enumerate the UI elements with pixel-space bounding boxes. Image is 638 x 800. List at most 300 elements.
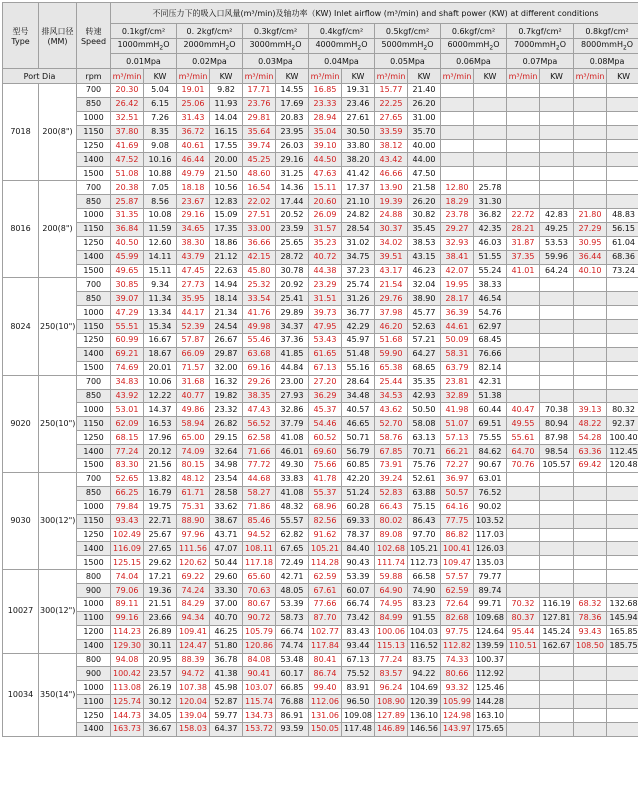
power-cell: [607, 347, 638, 361]
airflow-cell: 62.59: [309, 570, 342, 584]
power-cell: 48.83: [607, 209, 638, 223]
airflow-cell: 60.52: [309, 431, 342, 445]
power-cell: 30.78: [276, 264, 309, 278]
airflow-cell: 47.52: [111, 153, 144, 167]
airflow-cell: 51.08: [111, 167, 144, 181]
airflow-cell: 108.11: [243, 542, 276, 556]
airflow-cell: 32.89: [441, 389, 474, 403]
power-cell: 185.75: [607, 639, 638, 653]
airflow-cell: 25.32: [243, 278, 276, 292]
airflow-cell: 108.90: [375, 695, 408, 709]
airflow-cell: 34.02: [375, 236, 408, 250]
airflow-cell: 120.04: [177, 695, 210, 709]
airflow-cell: 44.68: [243, 472, 276, 486]
speed-cell: 1400: [77, 250, 111, 264]
power-cell: 74.74: [276, 639, 309, 653]
power-cell: 12.60: [144, 236, 177, 250]
airflow-cell: 41.69: [111, 139, 144, 153]
table-row: [3, 264, 638, 278]
speed-cell: 850: [77, 195, 111, 209]
airflow-cell: 36.39: [441, 306, 474, 320]
airflow-cell: 74.09: [177, 445, 210, 459]
table-row: [3, 445, 638, 459]
power-cell: 75.52: [342, 667, 375, 681]
condition-mmh2o: 4000mmH$_2$O: [309, 39, 375, 54]
power-cell: 53.53: [540, 236, 574, 250]
airflow-cell: [574, 584, 607, 598]
airflow-cell: [441, 111, 474, 125]
flow-unit-header: m³/min: [309, 69, 342, 84]
airflow-cell: [574, 709, 607, 723]
airflow-cell: [574, 542, 607, 556]
power-cell: 117.48: [342, 722, 375, 736]
airflow-cell: 12.80: [441, 181, 474, 195]
power-cell: [474, 97, 507, 111]
power-cell: 26.20: [408, 195, 441, 209]
airflow-cell: 75.66: [309, 459, 342, 473]
airflow-cell: 19.01: [177, 84, 210, 98]
speed-cell: 1250: [77, 709, 111, 723]
airflow-cell: 39.07: [111, 292, 144, 306]
airflow-cell: 40.61: [177, 139, 210, 153]
power-cell: 55.16: [342, 361, 375, 375]
airflow-cell: 53.01: [111, 403, 144, 417]
speed-cell: 800: [77, 570, 111, 584]
power-cell: 7.26: [144, 111, 177, 125]
power-cell: 23.66: [144, 611, 177, 625]
airflow-cell: [507, 695, 540, 709]
airflow-cell: 41.98: [441, 403, 474, 417]
power-cell: 26.82: [210, 417, 243, 431]
power-cell: 10.56: [210, 181, 243, 195]
power-cell: [540, 570, 574, 584]
table-row: [3, 597, 638, 611]
airflow-cell: 33.54: [243, 292, 276, 306]
power-cell: 31.26: [342, 292, 375, 306]
condition-kgf: 0.3kgf/cm²: [243, 24, 309, 39]
power-cell: 83.91: [342, 681, 375, 695]
power-cell: 82.14: [474, 361, 507, 375]
power-cell: 78.37: [342, 528, 375, 542]
power-cell: 84.62: [474, 445, 507, 459]
power-cell: 17.55: [210, 139, 243, 153]
table-row: [3, 347, 638, 361]
airflow-cell: 96.24: [375, 681, 408, 695]
airflow-cell: 40.77: [177, 389, 210, 403]
airflow-cell: 42.15: [243, 250, 276, 264]
airflow-cell: 82.56: [309, 514, 342, 528]
model-type: 10027: [3, 570, 39, 653]
power-cell: 80.32: [607, 403, 638, 417]
power-cell: 46.01: [276, 445, 309, 459]
airflow-cell: 125.15: [111, 556, 144, 570]
power-cell: 60.44: [474, 403, 507, 417]
power-cell: 18.67: [144, 347, 177, 361]
power-cell: 14.11: [144, 250, 177, 264]
airflow-cell: 40.50: [111, 236, 144, 250]
power-cell: 42.93: [408, 389, 441, 403]
power-cell: [540, 709, 574, 723]
airflow-cell: [574, 111, 607, 125]
condition-mmh2o: 3000mmH$_2$O: [243, 39, 309, 54]
power-cell: 30.11: [144, 639, 177, 653]
airflow-cell: 33.59: [375, 125, 408, 139]
airflow-cell: 47.43: [243, 403, 276, 417]
power-cell: 64.27: [408, 347, 441, 361]
power-cell: [607, 167, 638, 181]
flow-unit-header: m³/min: [177, 69, 210, 84]
power-cell: 24.54: [210, 320, 243, 334]
table-row: [3, 625, 638, 639]
airflow-cell: [574, 125, 607, 139]
airflow-cell: 58.76: [375, 431, 408, 445]
power-cell: 10.08: [144, 209, 177, 223]
airflow-cell: 41.01: [507, 264, 540, 278]
airflow-cell: [574, 97, 607, 111]
airflow-cell: 32.51: [111, 111, 144, 125]
condition-mmh2o: 2000mmH$_2$O: [177, 39, 243, 54]
power-cell: [607, 486, 638, 500]
airflow-cell: 28.94: [309, 111, 342, 125]
power-cell: 14.37: [144, 403, 177, 417]
power-cell: 21.58: [408, 181, 441, 195]
airflow-cell: 25.87: [111, 195, 144, 209]
airflow-cell: [574, 347, 607, 361]
power-unit-header: KW: [342, 69, 375, 84]
airflow-cell: 34.65: [177, 222, 210, 236]
power-cell: 32.64: [210, 445, 243, 459]
power-cell: 17.44: [276, 195, 309, 209]
airflow-cell: [507, 514, 540, 528]
power-cell: [607, 653, 638, 667]
airflow-cell: 117.18: [243, 556, 276, 570]
power-cell: [607, 667, 638, 681]
airflow-cell: 56.52: [243, 417, 276, 431]
power-cell: 8.56: [144, 195, 177, 209]
table-row: [3, 667, 638, 681]
airflow-cell: 64.90: [375, 584, 408, 598]
power-cell: 51.80: [210, 639, 243, 653]
speed-cell: 850: [77, 486, 111, 500]
table-row: [3, 417, 638, 431]
airflow-cell: [574, 292, 607, 306]
model-type: 10034: [3, 653, 39, 736]
power-cell: [540, 195, 574, 209]
power-cell: 45.98: [210, 681, 243, 695]
table-row: [3, 639, 638, 653]
table-row: [3, 472, 638, 486]
airflow-cell: 62.59: [441, 584, 474, 598]
airflow-cell: 36.44: [574, 250, 607, 264]
power-cell: 31.30: [474, 195, 507, 209]
power-cell: 64.24: [540, 264, 574, 278]
power-cell: 109.68: [474, 611, 507, 625]
condition-kgf: 0.8kgf/cm²: [574, 24, 638, 39]
power-cell: 34.98: [210, 459, 243, 473]
airflow-cell: 69.22: [177, 570, 210, 584]
airflow-cell: [574, 570, 607, 584]
airflow-cell: 66.21: [441, 445, 474, 459]
airflow-cell: 54.28: [574, 431, 607, 445]
flow-unit-header: m³/min: [507, 69, 540, 84]
table-row: [3, 514, 638, 528]
condition-mpa: 0.06Mpa: [441, 54, 507, 69]
power-cell: 38.67: [210, 514, 243, 528]
power-cell: 175.65: [474, 722, 507, 736]
airflow-cell: 58.94: [177, 417, 210, 431]
port-dia-header: Port Dia: [3, 69, 77, 84]
airflow-cell: 47.95: [309, 320, 342, 334]
power-cell: 35.70: [408, 125, 441, 139]
power-cell: 83.75: [408, 653, 441, 667]
speed-cell: 1500: [77, 556, 111, 570]
power-cell: 36.78: [210, 653, 243, 667]
airflow-cell: 37.35: [507, 250, 540, 264]
airflow-cell: 150.05: [309, 722, 342, 736]
airflow-cell: 40.47: [507, 403, 540, 417]
airflow-cell: 54.46: [309, 417, 342, 431]
power-cell: 56.15: [607, 222, 638, 236]
speed-cell: 1400: [77, 722, 111, 736]
airflow-cell: 47.29: [111, 306, 144, 320]
airflow-cell: 32.93: [441, 236, 474, 250]
power-cell: 29.15: [210, 431, 243, 445]
power-cell: 109.08: [342, 709, 375, 723]
airflow-cell: 117.84: [309, 639, 342, 653]
airflow-cell: [574, 320, 607, 334]
power-cell: 136.10: [408, 709, 441, 723]
airflow-cell: 25.06: [177, 97, 210, 111]
power-cell: 7.05: [144, 181, 177, 195]
power-cell: 32.00: [210, 361, 243, 375]
airflow-cell: 93.43: [574, 625, 607, 639]
power-cell: 49.30: [276, 459, 309, 473]
power-cell: [540, 320, 574, 334]
power-cell: 44.00: [408, 153, 441, 167]
airflow-cell: 163.73: [111, 722, 144, 736]
power-unit-header: KW: [210, 69, 243, 84]
power-cell: 33.83: [276, 472, 309, 486]
airflow-cell: [574, 667, 607, 681]
airflow-cell: 105.99: [441, 695, 474, 709]
airflow-cell: 109.47: [441, 556, 474, 570]
power-cell: 38.90: [408, 292, 441, 306]
power-cell: 117.03: [474, 528, 507, 542]
airflow-cell: 43.42: [375, 153, 408, 167]
airflow-cell: 35.04: [309, 125, 342, 139]
airflow-cell: [574, 722, 607, 736]
condition-mmh2o: 1000mmH$_2$O: [111, 39, 177, 54]
airflow-cell: 97.75: [441, 625, 474, 639]
airflow-cell: 60.99: [111, 334, 144, 348]
airflow-cell: 77.72: [243, 459, 276, 473]
airflow-cell: 105.21: [309, 542, 342, 556]
power-cell: 90.02: [474, 500, 507, 514]
airflow-cell: [507, 292, 540, 306]
power-unit-header: KW: [540, 69, 574, 84]
power-cell: 57.21: [408, 334, 441, 348]
power-cell: [540, 695, 574, 709]
airflow-cell: 30.95: [574, 236, 607, 250]
power-cell: 34.75: [342, 250, 375, 264]
airflow-cell: 31.68: [177, 375, 210, 389]
table-row: [3, 167, 638, 181]
table-row: [3, 306, 638, 320]
power-cell: 29.87: [210, 347, 243, 361]
airflow-cell: 83.30: [111, 459, 144, 473]
speed-cell: 1150: [77, 417, 111, 431]
airflow-cell: [507, 486, 540, 500]
power-cell: 34.37: [276, 320, 309, 334]
airflow-cell: 127.89: [375, 709, 408, 723]
power-cell: [540, 334, 574, 348]
airflow-cell: 112.82: [441, 639, 474, 653]
condition-kgf: 0.1kgf/cm²: [111, 24, 177, 39]
airflow-cell: 16.54: [243, 181, 276, 195]
power-cell: 100.37: [474, 653, 507, 667]
power-cell: 16.67: [144, 334, 177, 348]
condition-mpa: 0.07Mpa: [507, 54, 574, 69]
airflow-cell: 93.32: [441, 681, 474, 695]
power-cell: 20.52: [276, 209, 309, 223]
power-cell: 36.82: [474, 209, 507, 223]
power-cell: 15.11: [144, 264, 177, 278]
airflow-cell: 15.77: [375, 84, 408, 98]
speed-cell: 1250: [77, 431, 111, 445]
power-cell: 15.09: [210, 209, 243, 223]
power-cell: [607, 556, 638, 570]
port-diameter: 200(8"): [39, 181, 77, 278]
power-cell: 33.80: [342, 139, 375, 153]
speed-cell: 800: [77, 653, 111, 667]
power-cell: [607, 97, 638, 111]
speed-cell: 1100: [77, 611, 111, 625]
airflow-cell: 102.49: [111, 528, 144, 542]
power-cell: 90.67: [474, 459, 507, 473]
power-cell: 16.79: [144, 486, 177, 500]
airflow-cell: [574, 695, 607, 709]
power-cell: 28.72: [276, 250, 309, 264]
power-cell: 58.08: [408, 417, 441, 431]
condition-mpa: 0.08Mpa: [574, 54, 638, 69]
speed-cell: 1200: [77, 625, 111, 639]
power-cell: 144.28: [474, 695, 507, 709]
power-cell: 14.55: [276, 84, 309, 98]
airflow-cell: 85.46: [243, 514, 276, 528]
airflow-cell: 114.23: [111, 625, 144, 639]
airflow-cell: 89.08: [375, 528, 408, 542]
speed-cell: 1400: [77, 639, 111, 653]
power-cell: 27.93: [276, 389, 309, 403]
power-cell: [540, 722, 574, 736]
power-cell: 24.82: [342, 209, 375, 223]
power-cell: 9.34: [144, 278, 177, 292]
airflow-cell: [441, 153, 474, 167]
power-cell: 46.65: [342, 417, 375, 431]
power-cell: 23.59: [276, 222, 309, 236]
airflow-cell: 69.60: [309, 445, 342, 459]
power-cell: [607, 111, 638, 125]
airflow-cell: 64.70: [507, 445, 540, 459]
airflow-cell: [441, 97, 474, 111]
power-cell: 19.31: [342, 84, 375, 98]
power-cell: 14.94: [210, 278, 243, 292]
power-cell: 60.85: [342, 459, 375, 473]
power-cell: 89.74: [474, 584, 507, 598]
table-row: [3, 611, 638, 625]
airflow-cell: 72.64: [441, 597, 474, 611]
airflow-cell: 88.90: [177, 514, 210, 528]
speed-cell: 1400: [77, 153, 111, 167]
power-cell: 42.71: [276, 570, 309, 584]
power-cell: 54.76: [474, 306, 507, 320]
table-row: [3, 695, 638, 709]
power-cell: 86.91: [276, 709, 309, 723]
airflow-cell: 109.41: [177, 625, 210, 639]
table-row: [3, 195, 638, 209]
power-cell: 10.16: [144, 153, 177, 167]
power-cell: 127.81: [540, 611, 574, 625]
power-cell: 104.69: [408, 681, 441, 695]
power-cell: 11.34: [144, 292, 177, 306]
power-cell: [540, 389, 574, 403]
airflow-cell: 22.72: [507, 209, 540, 223]
table-row: [3, 431, 638, 445]
airflow-cell: 22.25: [375, 97, 408, 111]
airflow-cell: [574, 334, 607, 348]
airflow-cell: 67.61: [309, 584, 342, 598]
power-cell: 37.36: [276, 334, 309, 348]
power-cell: 25.78: [474, 181, 507, 195]
power-cell: 112.73: [408, 556, 441, 570]
airflow-cell: 94.34: [177, 611, 210, 625]
airflow-cell: 115.74: [243, 695, 276, 709]
airflow-cell: 143.97: [441, 722, 474, 736]
power-cell: 25.67: [144, 528, 177, 542]
power-cell: 47.07: [210, 542, 243, 556]
airflow-cell: 83.57: [375, 667, 408, 681]
airflow-cell: 36.66: [243, 236, 276, 250]
power-cell: 16.32: [210, 375, 243, 389]
power-cell: 42.20: [342, 472, 375, 486]
airflow-cell: [507, 709, 540, 723]
airflow-cell: 93.43: [111, 514, 144, 528]
power-cell: 44.84: [276, 361, 309, 375]
airflow-cell: 100.41: [441, 542, 474, 556]
airflow-cell: 77.75: [441, 514, 474, 528]
power-cell: 120.39: [408, 695, 441, 709]
airflow-cell: 67.13: [309, 361, 342, 375]
airflow-cell: 23.81: [441, 375, 474, 389]
airflow-cell: [507, 125, 540, 139]
airflow-cell: 99.16: [111, 611, 144, 625]
power-cell: 46.54: [474, 292, 507, 306]
power-cell: 20.01: [144, 361, 177, 375]
power-cell: 48.32: [276, 500, 309, 514]
flow-unit-header: m³/min: [243, 69, 276, 84]
power-cell: 29.62: [144, 556, 177, 570]
airflow-cell: 21.80: [574, 209, 607, 223]
table-row: [3, 722, 638, 736]
power-cell: 91.55: [408, 611, 441, 625]
power-cell: 20.83: [276, 111, 309, 125]
airflow-cell: 69.16: [243, 361, 276, 375]
power-cell: 51.38: [474, 389, 507, 403]
airflow-cell: [507, 167, 540, 181]
airflow-cell: [574, 472, 607, 486]
power-cell: [540, 556, 574, 570]
power-cell: 51.48: [342, 347, 375, 361]
